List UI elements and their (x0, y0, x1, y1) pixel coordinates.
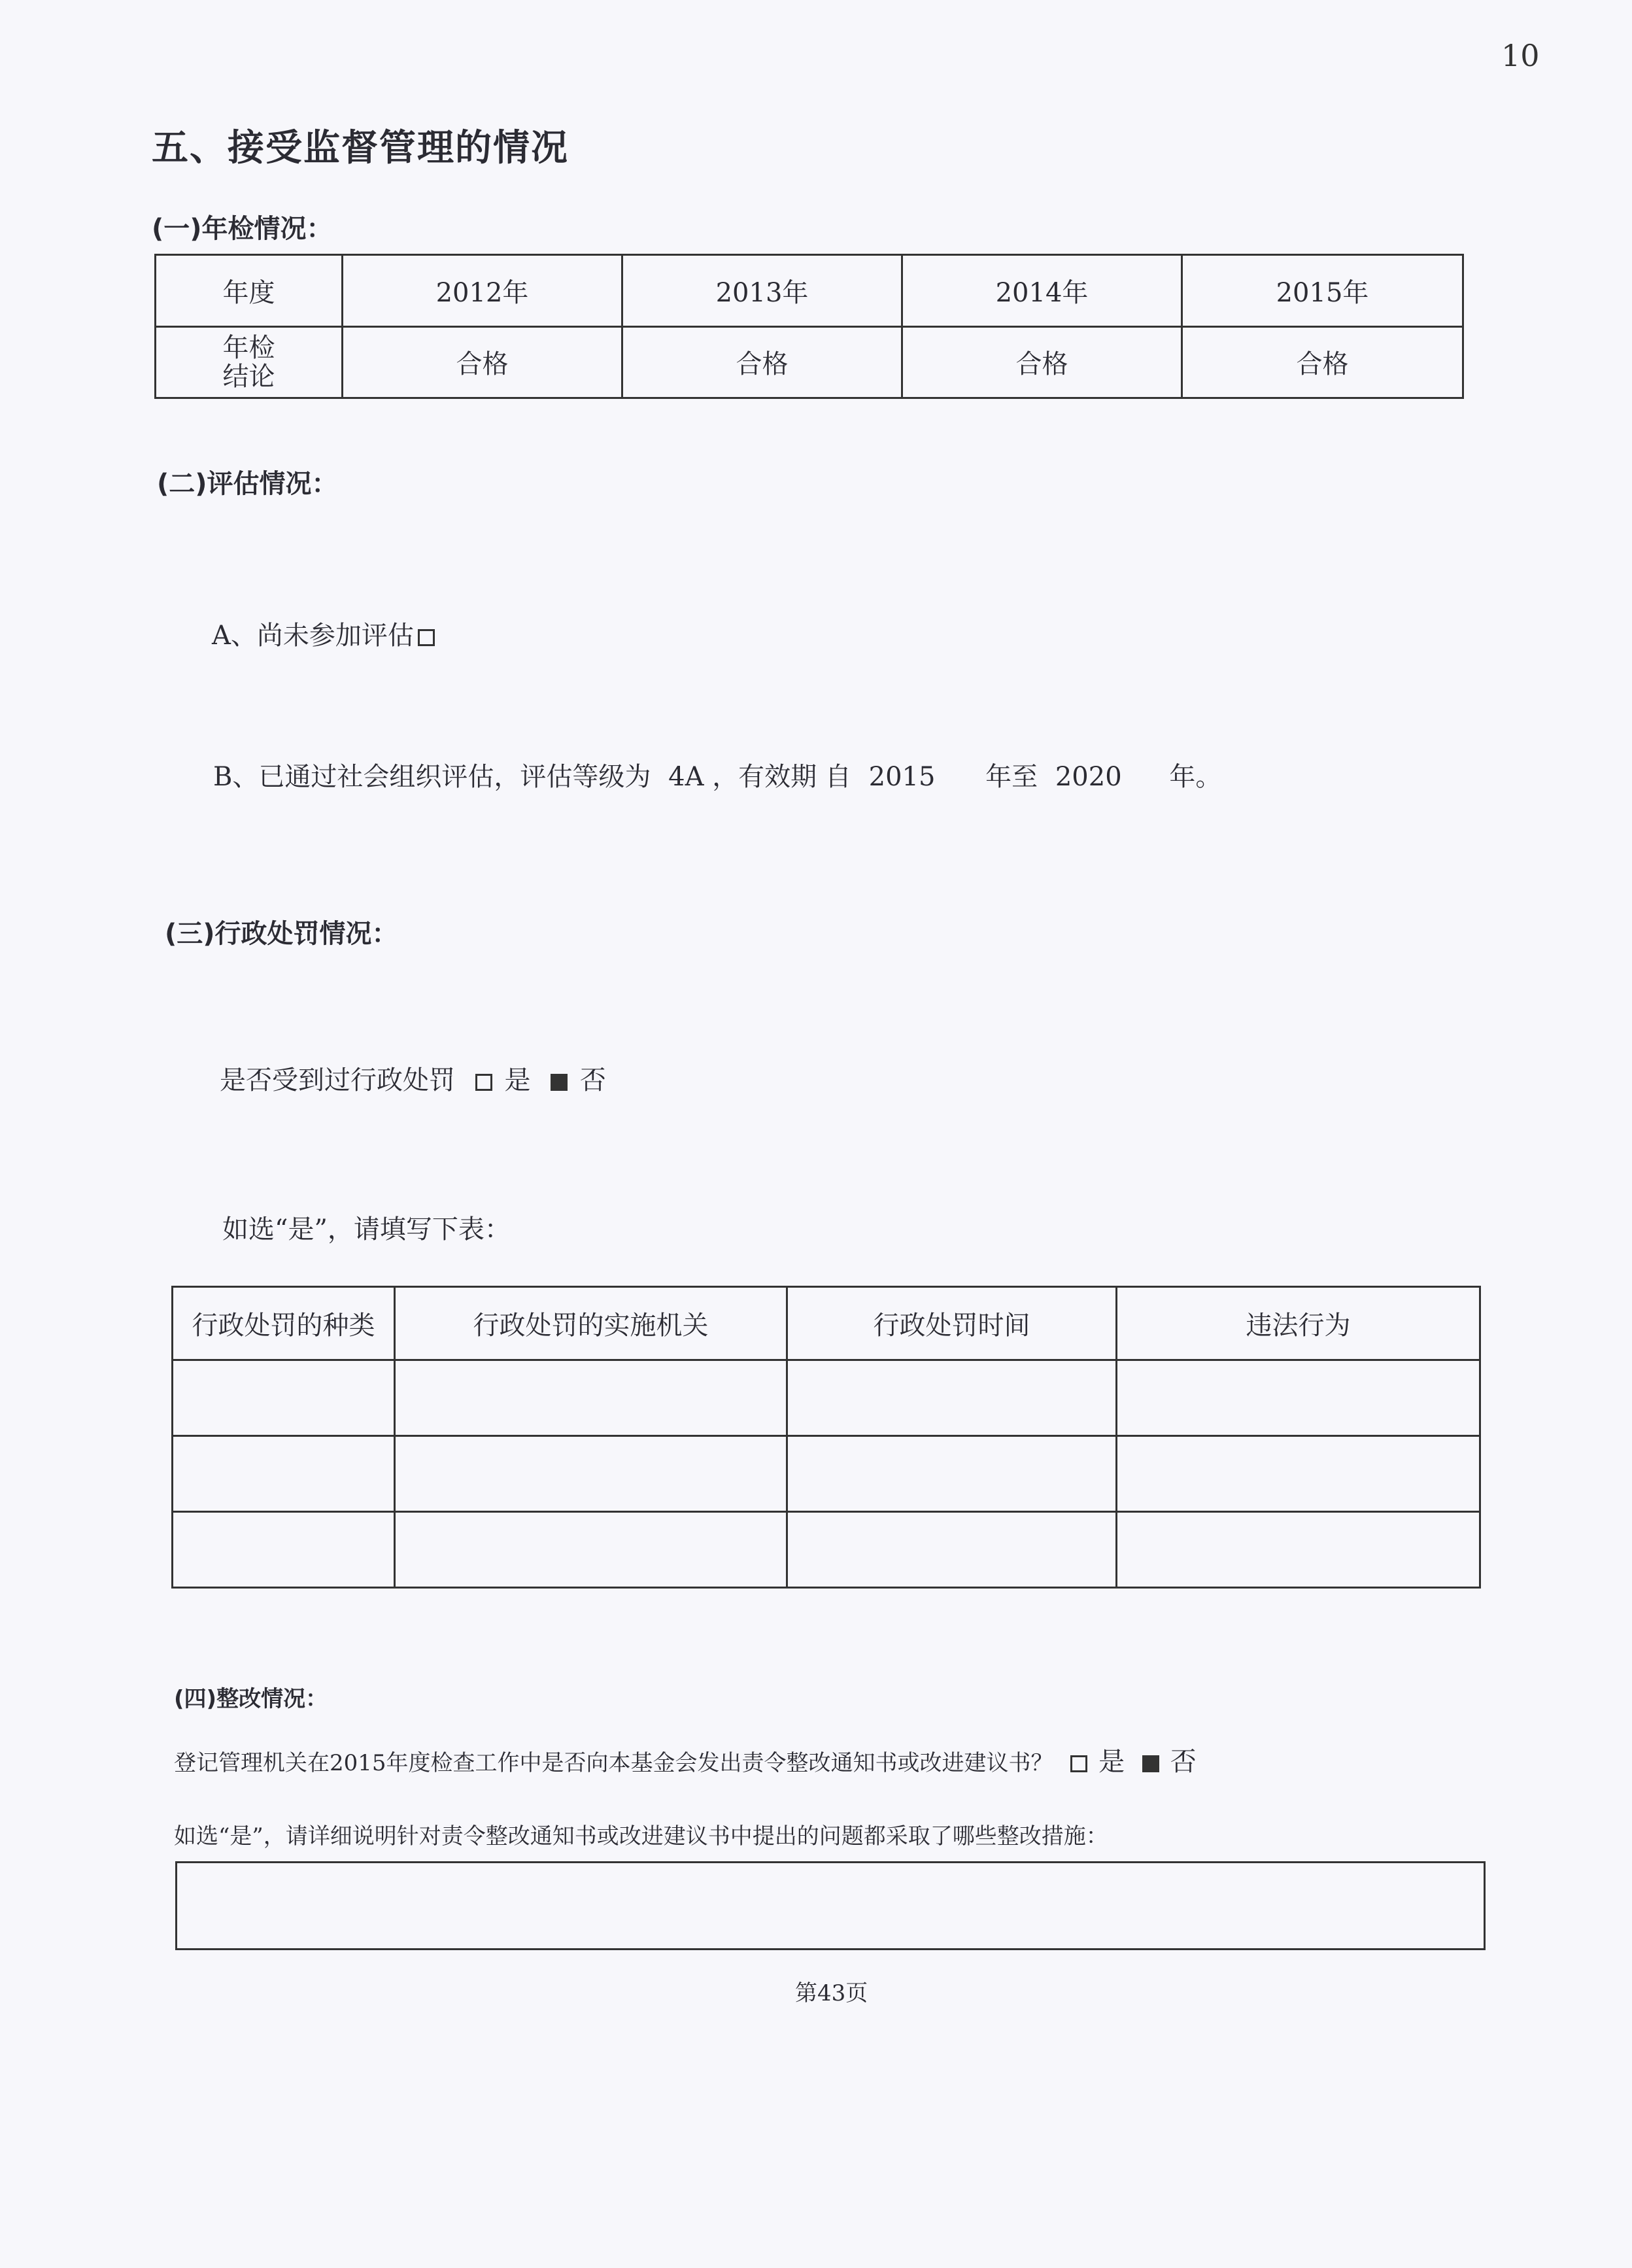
table-row (156, 326, 1463, 398)
penalty-instruction: 如选“是”，请填写下表： (222, 1214, 511, 1245)
result-cell: 合格 (343, 326, 622, 398)
column-header: 违法行为 (1117, 1287, 1480, 1360)
result-header-label: 年检 结论 (156, 326, 343, 398)
evaluation-option-a: A、尚未参加评估 (212, 615, 439, 652)
table-row (173, 1360, 1480, 1436)
table-row (173, 1287, 1480, 1360)
rectification-question: 登记管理机关在2015年度检查工作中是否向本基金会发出责令整改通知书或改进建议书？ 是 否 (174, 1747, 1197, 1777)
result-cell: 合格 (1182, 326, 1463, 398)
checkbox-unchecked[interactable] (1070, 1755, 1087, 1772)
checkbox-checked[interactable] (1142, 1755, 1159, 1772)
empty-cell[interactable] (1117, 1436, 1480, 1512)
empty-cell[interactable] (395, 1360, 787, 1436)
year-header-label: 年度 (156, 255, 343, 327)
evaluation-heading: (二)评估情况： (157, 469, 338, 499)
empty-cell[interactable] (787, 1436, 1117, 1512)
year-cell: 2012年 (343, 255, 622, 327)
penalty-heading: (三)行政处罚情况： (165, 919, 398, 949)
empty-cell[interactable] (173, 1512, 395, 1588)
section-title: 五、接受监督管理的情况 (152, 127, 569, 169)
result-cell: 合格 (622, 326, 902, 398)
result-cell: 合格 (902, 326, 1182, 398)
evaluation-option-b: B、已通过社会组织评估，评估等级为 4A ，有效期 自 2015 年至 2020 年。 (213, 762, 1222, 792)
valid-to-year: 2020 (1055, 762, 1122, 792)
checkbox-unchecked[interactable] (475, 1074, 492, 1091)
rectification-instruction: 如选“是”，请详细说明针对责令整改通知书或改进建议书中提出的问题都采取了哪些整改措施： (174, 1823, 1108, 1849)
annual-inspection-heading: (一)年检情况： (152, 214, 333, 244)
valid-from-year: 2015 (868, 762, 936, 792)
rectification-response-box[interactable] (175, 1861, 1486, 1950)
penalty-table (171, 1286, 1481, 1589)
table-row (173, 1436, 1480, 1512)
empty-cell[interactable] (1117, 1512, 1480, 1588)
annual-inspection-table (154, 254, 1464, 399)
empty-cell[interactable] (787, 1360, 1117, 1436)
year-cell: 2015年 (1182, 255, 1463, 327)
empty-cell[interactable] (173, 1360, 395, 1436)
empty-cell[interactable] (395, 1436, 787, 1512)
column-header: 行政处罚时间 (787, 1287, 1117, 1360)
checkbox-checked[interactable] (551, 1074, 568, 1091)
evaluation-grade: 4A (668, 762, 704, 792)
checkbox-unchecked[interactable] (418, 629, 435, 646)
empty-cell[interactable] (173, 1436, 395, 1512)
year-cell: 2013年 (622, 255, 902, 327)
column-header: 行政处罚的种类 (173, 1287, 395, 1360)
empty-cell[interactable] (1117, 1360, 1480, 1436)
table-row (156, 255, 1463, 327)
column-header: 行政处罚的实施机关 (395, 1287, 787, 1360)
empty-cell[interactable] (395, 1512, 787, 1588)
page-number: 10 (1501, 38, 1540, 73)
year-cell: 2014年 (902, 255, 1182, 327)
rectification-heading: (四)整改情况： (174, 1686, 328, 1712)
penalty-question: 是否受到过行政处罚 是 否 (220, 1065, 606, 1095)
table-row (173, 1512, 1480, 1588)
empty-cell[interactable] (787, 1512, 1117, 1588)
page-footer: 第43页 (795, 1980, 868, 2006)
